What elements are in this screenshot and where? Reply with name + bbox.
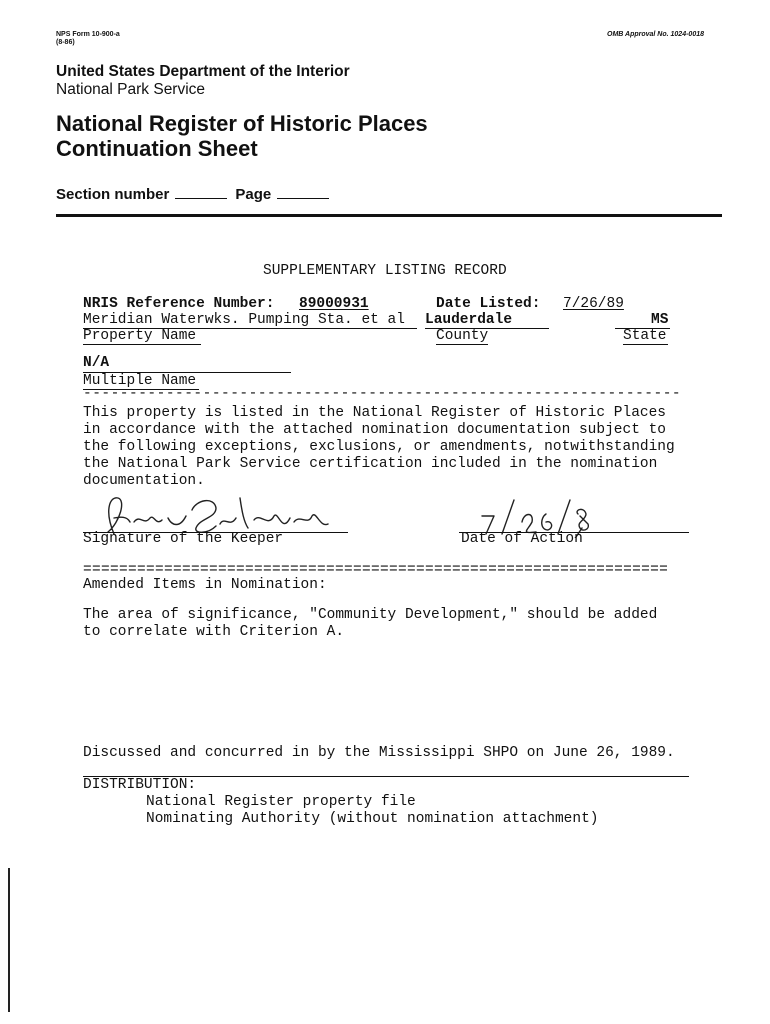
state-value: MS [651, 312, 669, 328]
agency-line-2: National Park Service [56, 81, 206, 98]
ref-number-value: 89000931 [299, 296, 369, 312]
equals-rule: ================================================================= [83, 562, 669, 578]
listing-body-line-1: This property is listed in the National Register of Historic Places [83, 405, 666, 421]
page-title-line-1: National Register of Historic Places [56, 111, 428, 136]
page-number-blank [277, 197, 329, 199]
multiple-name-label: Multiple Name [83, 373, 197, 389]
property-label-underline [83, 344, 201, 345]
header-rule [56, 214, 722, 217]
shpo-concurrence: Discussed and concurred in by the Mississippi SHPO on June 26, 1989. [83, 745, 675, 761]
property-name: Meridian Waterwks. Pumping Sta. et al [83, 312, 405, 328]
section-page-line [56, 186, 337, 203]
property-name-label: Property Name [83, 328, 197, 344]
agency-line-1: United States Department of the Interior [56, 63, 350, 80]
section-number-label: Section number [56, 186, 170, 203]
form-number: NPS Form 10-900-a [56, 31, 120, 38]
listing-body-line-5: documentation. [83, 473, 205, 489]
record-heading: SUPPLEMENTARY LISTING RECORD [263, 263, 507, 279]
distribution-item-2: Nominating Authority (without nomination attachment) [146, 811, 599, 827]
listing-body-line-4: the National Park Service certification included in the nomination [83, 456, 658, 472]
date-listed-value: 7/26/89 [563, 296, 624, 312]
ref-number-label: NRIS Reference Number: [83, 296, 275, 312]
page-label: Page [235, 186, 272, 203]
county-label-underline [436, 344, 488, 345]
multiple-name-value: N/A [83, 355, 110, 371]
listing-body-line-3: the following exceptions, exclusions, or amendments, notwithstanding [83, 439, 675, 455]
county-label: County [436, 328, 489, 344]
amended-body-line-1: The area of significance, "Community Development," should be added [83, 607, 658, 623]
page-title-line-2: Continuation Sheet [56, 136, 258, 161]
state-label-underline [623, 344, 668, 345]
omb-approval: OMB Approval No. 1024-0018 [607, 31, 704, 38]
form-date: (8-86) [56, 39, 75, 46]
distribution-item-1: National Register property file [146, 794, 416, 810]
county-value: Lauderdale [425, 312, 513, 328]
state-label: State [623, 328, 667, 344]
date-listed-label: Date Listed: [436, 296, 541, 312]
action-date-label: Date of Action [461, 531, 583, 547]
section-number-blank [175, 197, 227, 199]
amended-body-line-2: to correlate with Criterion A. [83, 624, 345, 640]
distribution-label: DISTRIBUTION: [83, 777, 197, 793]
amended-heading: Amended Items in Nomination: [83, 577, 327, 593]
signature-label: Signature of the Keeper [83, 531, 284, 547]
scan-edge-mark [8, 868, 10, 1012]
dash-rule: ----------------------------------------------------------------- [83, 386, 682, 402]
listing-body-line-2: in accordance with the attached nomination documentation subject to [83, 422, 666, 438]
